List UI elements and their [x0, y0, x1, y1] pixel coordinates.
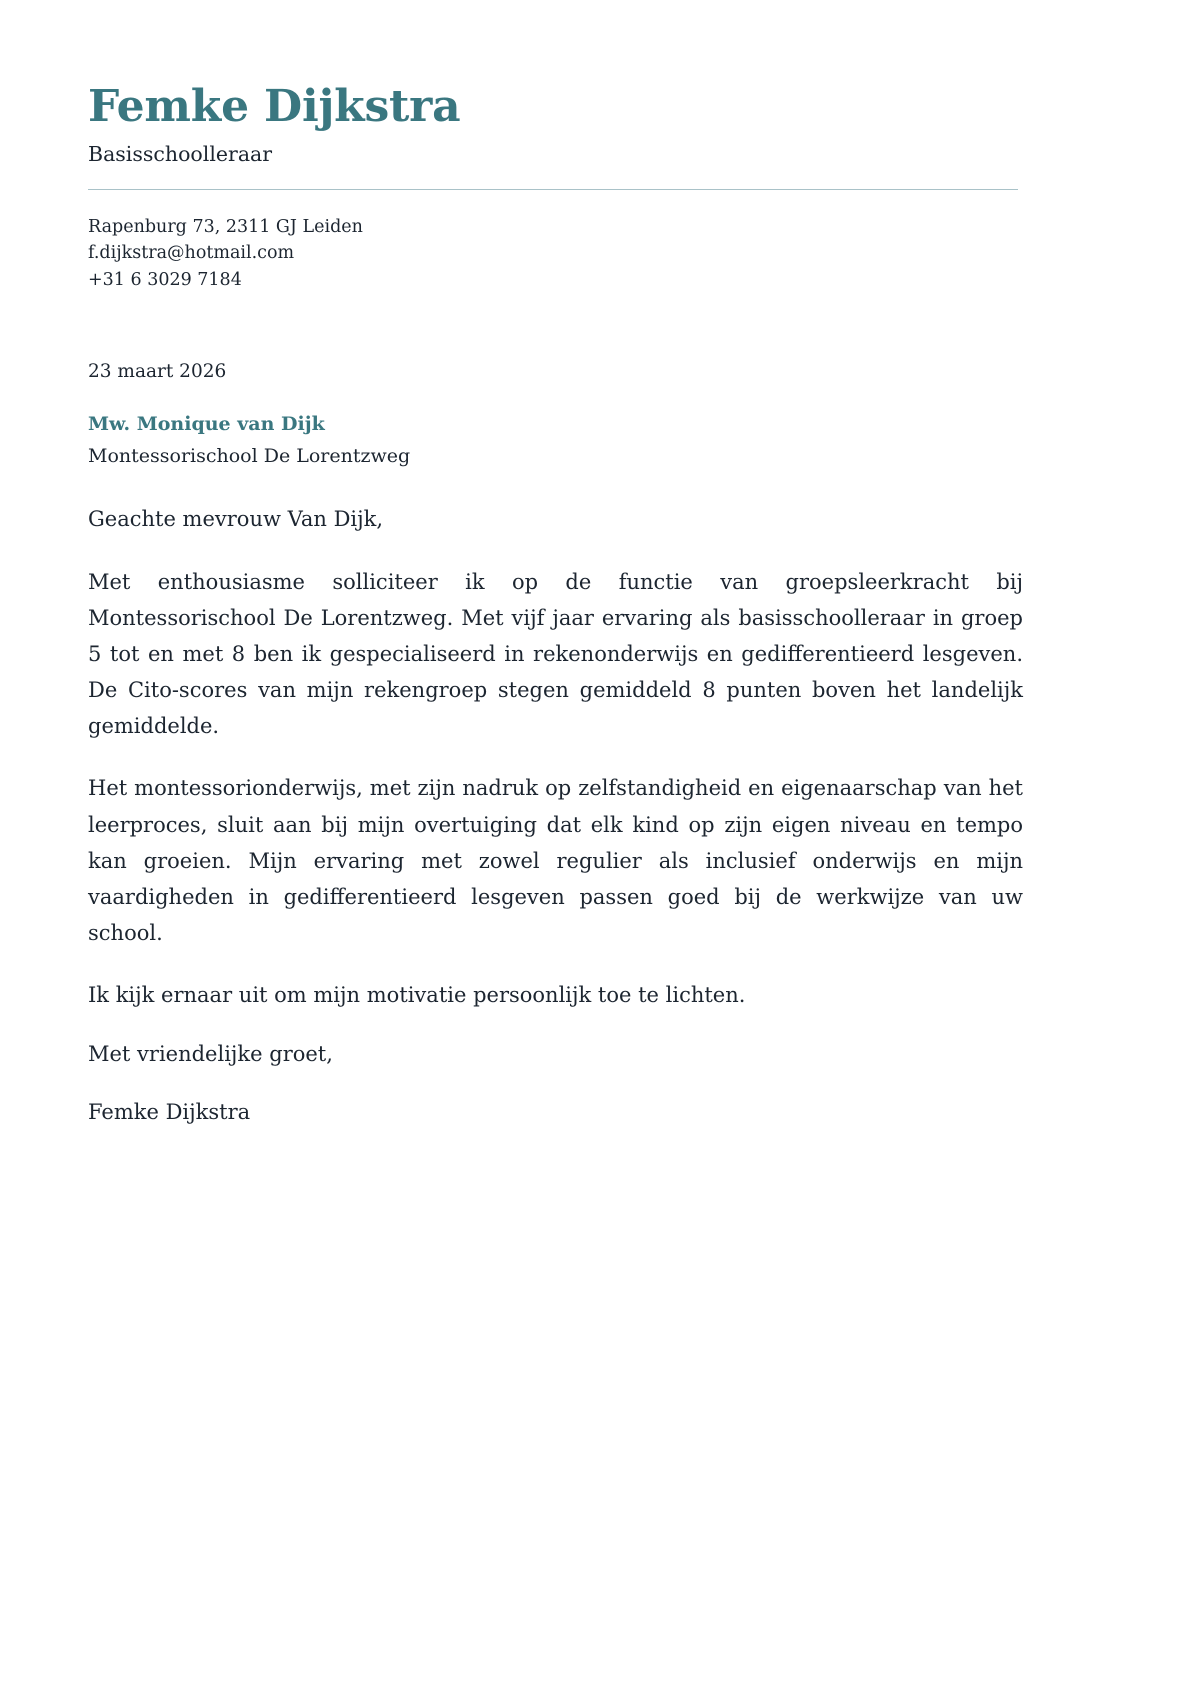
letter-body — [88, 504, 1040, 1128]
body-paragraph-3: Ik kijk ernaar uit om mijn motivatie persoonlijk toe te lichten. — [88, 983, 746, 1007]
job-title: Basisschoolleraar — [88, 142, 273, 167]
closing-line: Met vriendelijke groet, — [88, 1042, 333, 1067]
signature-name: Femke Dijkstra — [88, 1099, 251, 1124]
letter-header — [88, 72, 1040, 190]
body-paragraph-1: Met enthousiasme solliciteer ik op de functie van groepsleerkracht bij Montessorischool De Lorentzweg. Met vijf jaar ervaring als basisschoolleraar in groep 5 tot en met 8 ben ik gespecialiseerd in rekenonderwijs en gedifferentieerd lesgeven. De Cito-scores van mijn rekengroep stegen gemiddeld 8 punten boven het landelijk gemiddelde. — [88, 569, 1023, 739]
contact-address: Rapenburg 73, 2311 GJ Leiden — [88, 216, 363, 237]
contact-block — [88, 214, 1040, 294]
letter-meta-block — [88, 358, 1040, 471]
salutation: Geachte mevrouw Van Dijk, — [88, 507, 384, 532]
letter-date: 23 maart 2026 — [88, 360, 227, 382]
recipient-organization: Montessorischool De Lorentzweg — [88, 444, 411, 467]
contact-phone[interactable]: +31 6 3029 7184 — [88, 269, 242, 290]
contact-email[interactable]: f.dijkstra@hotmail.com — [88, 243, 295, 264]
page-title: Femke Dijkstra — [88, 81, 461, 132]
body-paragraph-2: Het montessorionderwijs, met zijn nadruk op zelfstandigheid en eigenaarschap van het leerproces, sluit aan bij mijn overtuiging dat elk kind op zijn eigen niveau en tempo kan groeien. Mijn ervaring met zowel regulier als inclusief onderwijs en mijn vaardigheden in gedifferentieerd lesgeven passen goed bij de werkwijze van uw school. — [88, 776, 1023, 945]
header-divider — [88, 189, 1018, 190]
recipient-name: Mw. Monique van Dijk — [88, 413, 325, 436]
